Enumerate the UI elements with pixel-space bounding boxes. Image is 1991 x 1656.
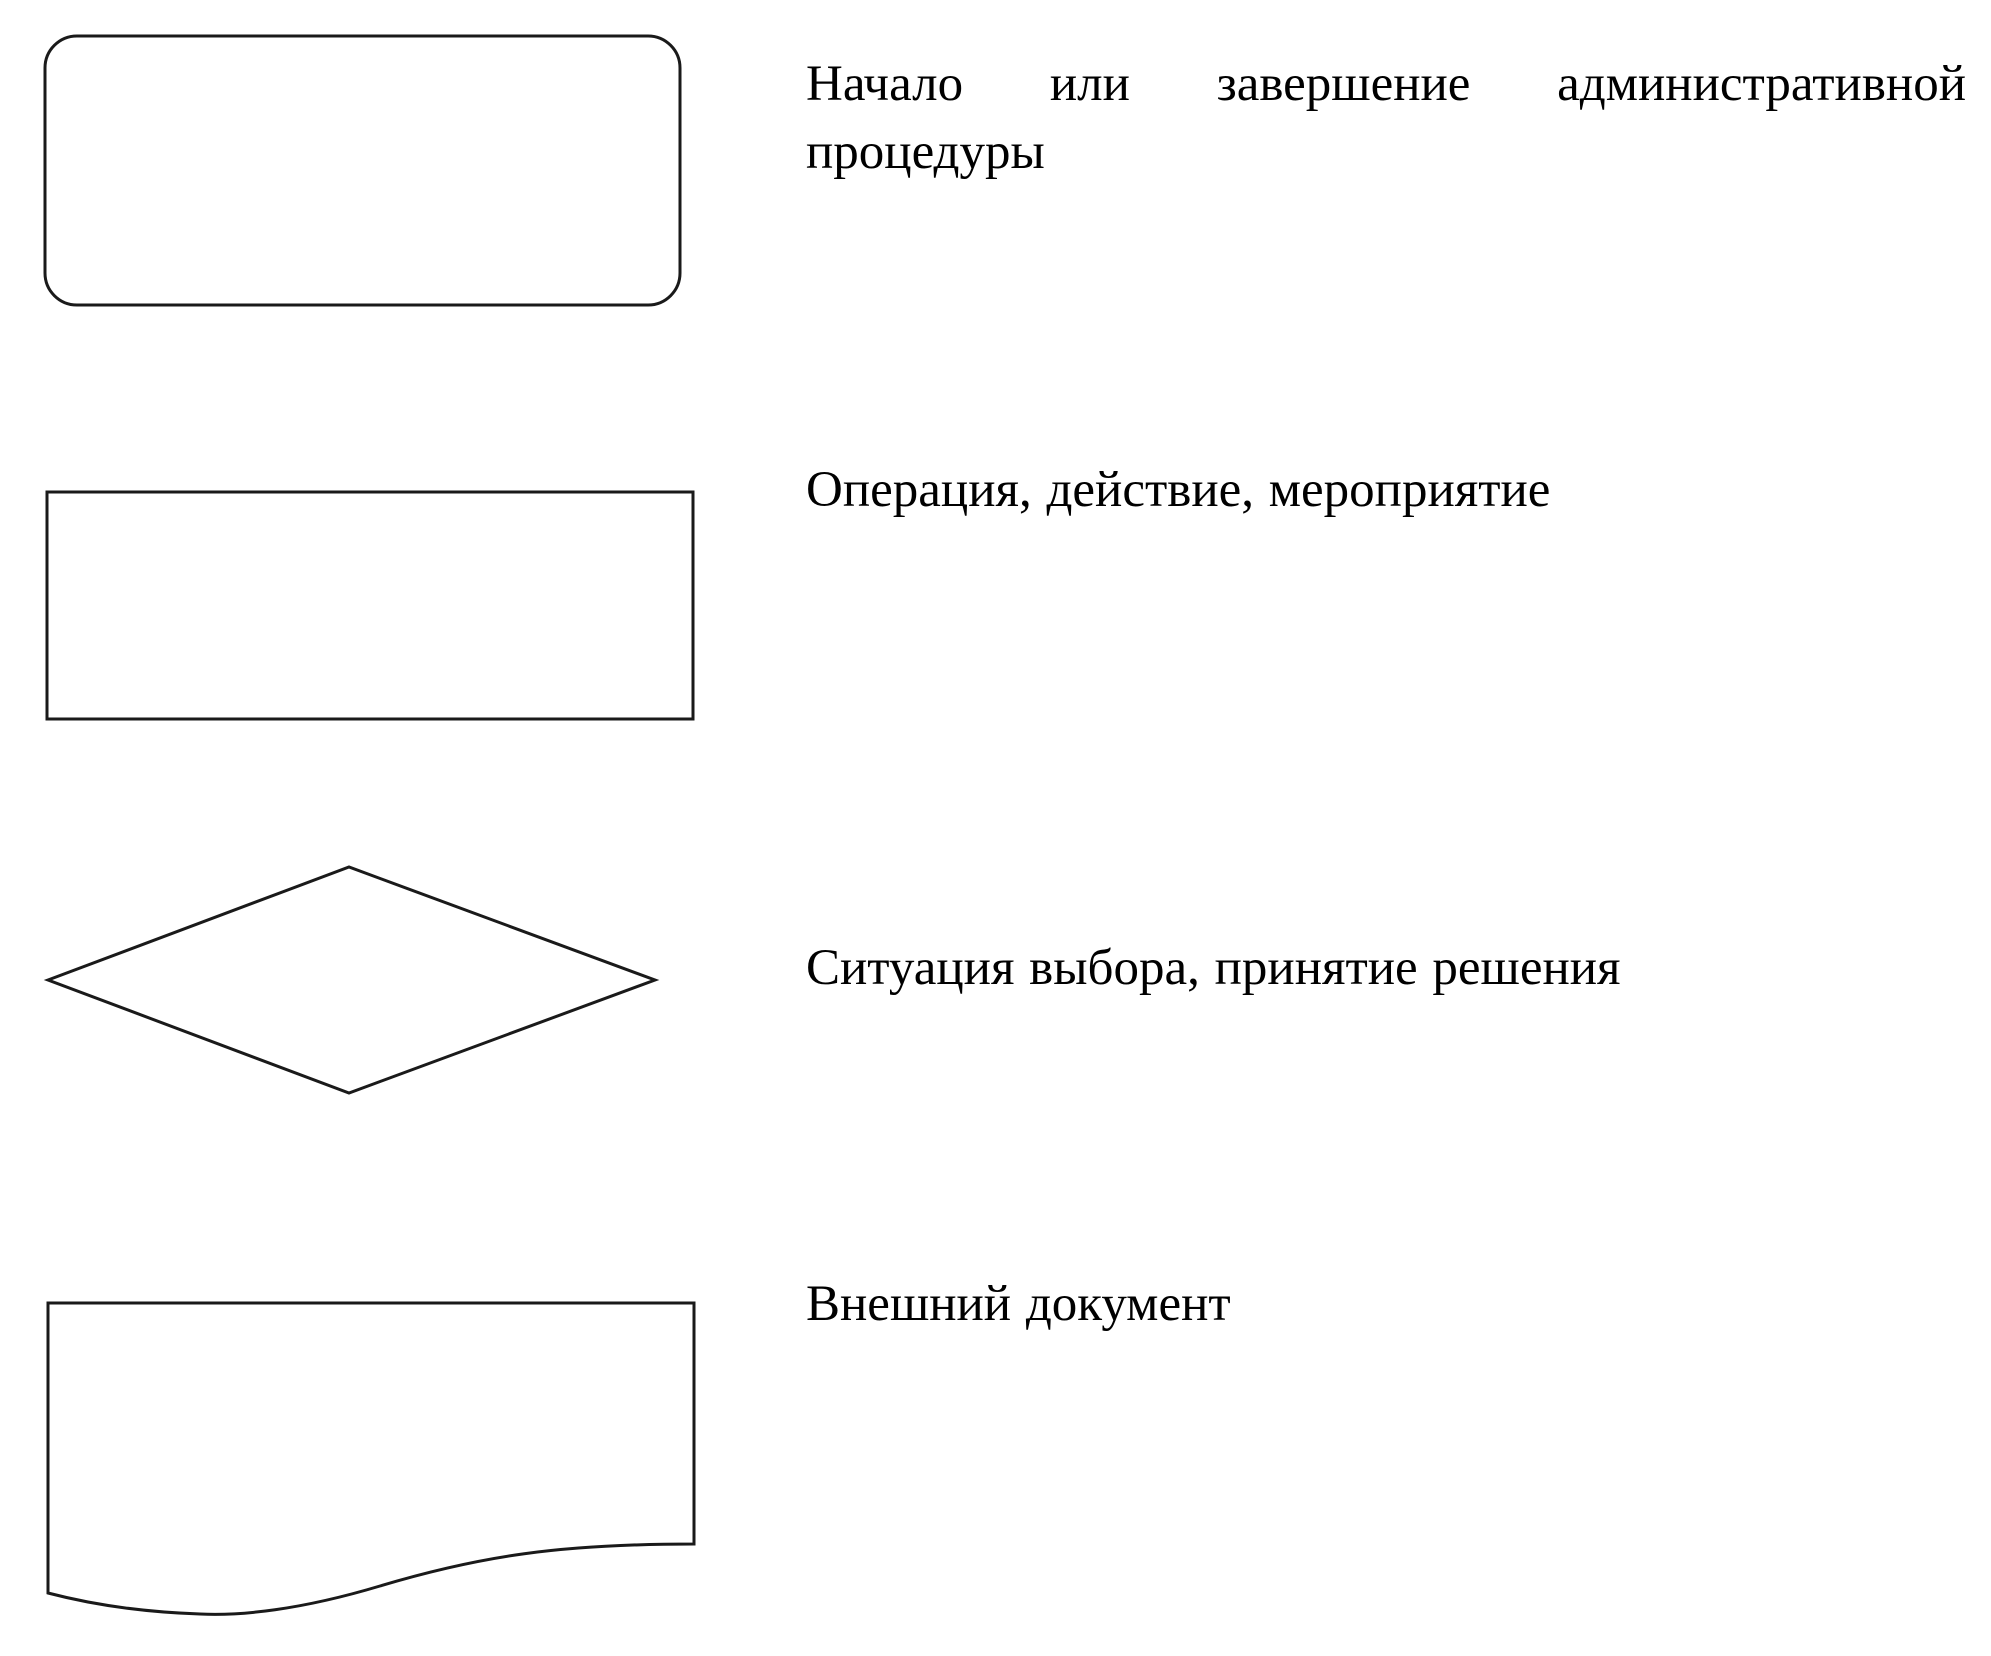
legend-item-document: [0, 1250, 1991, 1630]
decision-shape-icon: [0, 850, 720, 1110]
legend-item-decision: [0, 850, 1991, 1110]
process-shape-icon: [0, 440, 720, 740]
process-label: Операция, действие, мероприятие: [806, 462, 1551, 518]
document-label: Внешний документ: [806, 1276, 1231, 1332]
terminator-label-line2: процедуры: [806, 124, 1045, 180]
terminator-label: [806, 50, 1966, 186]
document-shape-icon: [0, 1250, 720, 1630]
decision-label: Ситуация выбора, принятие решения: [806, 940, 1621, 996]
legend-item-terminator: [0, 0, 1991, 340]
legend-item-process: [0, 440, 1991, 740]
terminator-shape-icon: [0, 0, 720, 340]
terminator-label-line1: Начало или завершение административной: [806, 56, 1966, 112]
